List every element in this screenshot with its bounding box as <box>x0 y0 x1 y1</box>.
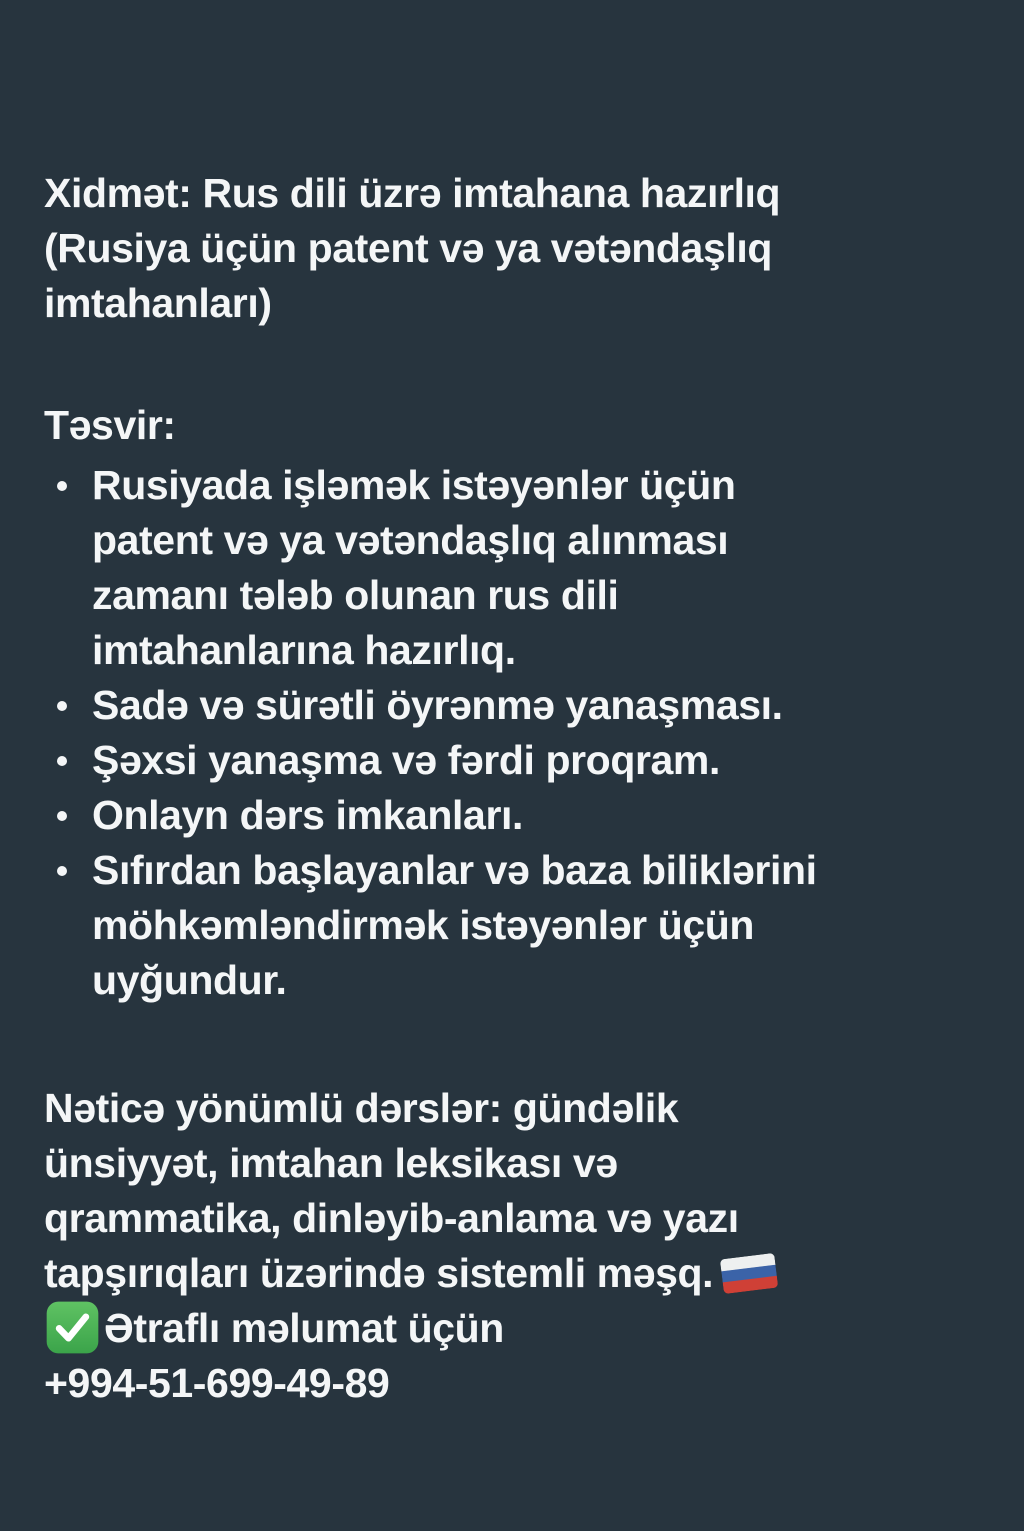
bullet-item <box>44 678 988 733</box>
bullet-line: Rusiyada işləmək istəyənlər üçün <box>92 462 736 508</box>
ad-title-line: (Rusiya üçün patent və ya vətəndaşlıq <box>44 225 772 271</box>
check-icon <box>44 1299 101 1356</box>
summary-line: qrammatika, dinləyib-anlama və yazı <box>44 1195 739 1241</box>
bullet-line: Şəxsi yanaşma və fərdi proqram. <box>92 737 720 783</box>
bullet-line: Sadə və sürətli öyrənmə yanaşması. <box>92 682 783 728</box>
bullet-line: uyğundur. <box>92 957 287 1003</box>
bullet-item <box>44 788 988 843</box>
phone-number: +994-51-699-49-89 <box>44 1360 390 1406</box>
ad-title-line: Xidmət: Rus dili üzrə imtahana hazırlıq <box>44 170 781 216</box>
summary-line: Nəticə yönümlü dərslər: gündəlik <box>44 1085 679 1131</box>
summary-line: ünsiyyət, imtahan leksikası və <box>44 1140 618 1186</box>
bullet-dot <box>57 756 67 766</box>
summary-paragraph <box>44 1081 988 1411</box>
bullet-dot <box>57 866 67 876</box>
bullet-dot <box>57 811 67 821</box>
bullet-item <box>44 843 988 1008</box>
contact-prompt: Ətraflı məlumat üçün <box>104 1305 504 1351</box>
bullet-dot <box>57 701 67 711</box>
russia-flag-icon <box>717 1249 781 1297</box>
bullet-list <box>44 458 988 1008</box>
bullet-item <box>44 458 988 678</box>
ad-title <box>44 166 988 331</box>
bullet-line: möhkəmləndirmək istəyənlər üçün <box>92 902 755 948</box>
summary-line: tapşırıqları üzərində sistemli məşq. <box>44 1246 988 1301</box>
description-section <box>44 398 988 453</box>
bullet-item <box>44 733 988 788</box>
bullet-line: patent və ya vətəndaşlıq alınması <box>92 517 729 563</box>
bullet-line: zamanı tələb olunan rus dili <box>92 572 619 618</box>
bullet-line: Sıfırdan başlayanlar və baza biliklərini <box>92 847 817 893</box>
bullet-dot <box>57 481 67 491</box>
bullet-line: Onlayn dərs imkanları. <box>92 792 523 838</box>
ad-title-line: imtahanları) <box>44 280 272 326</box>
bullet-line: imtahanlarına hazırlıq. <box>92 627 516 673</box>
contact-line <box>44 1301 988 1356</box>
description-heading: Təsvir: <box>44 402 176 448</box>
